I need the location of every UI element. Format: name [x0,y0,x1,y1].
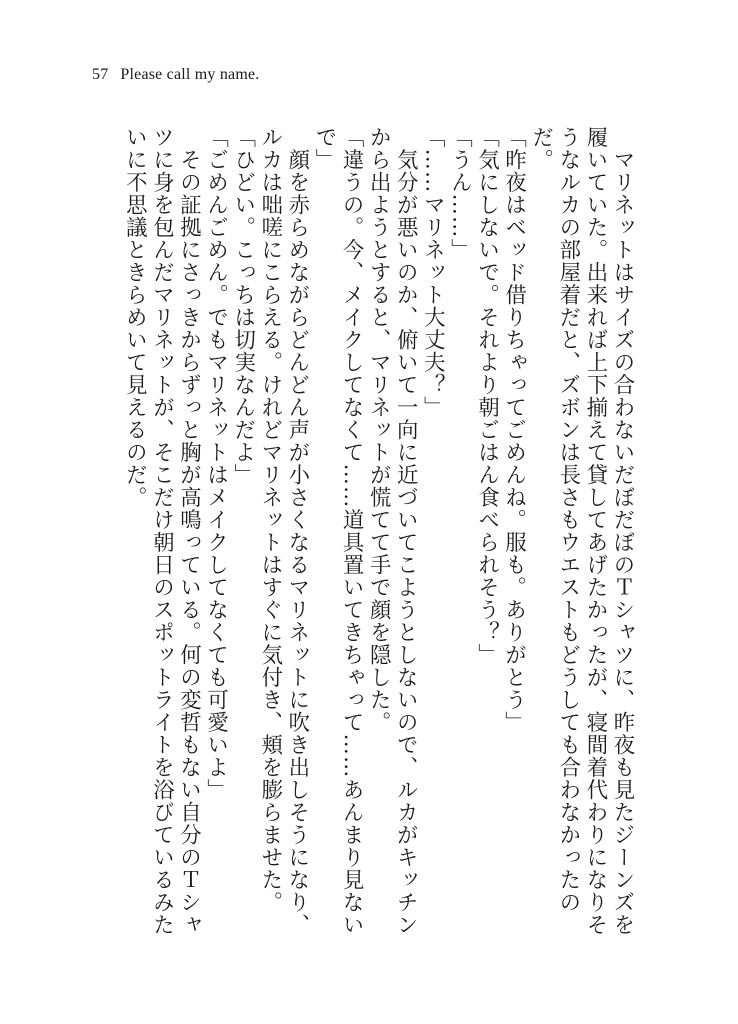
paragraph: 気分が悪いのか、俯いて一向に近づいてこようとしないので、ルカがキッチンから出ようとすると、マリネットが慌てて手で顔を隠した。 [366,126,419,936]
paragraph: 「……マリネット大丈夫？」 [420,126,446,419]
running-header [92,66,259,84]
paragraph: その証拠にさっきからずっと胸が高鳴っている。何の変哲もない自分のＴシャツに身を包んだマリネットが、そこだけ朝日のスポットライトを浴びているみたいに不思議ときらめいて見えるのだ。 [122,126,202,936]
paragraph: マリネットはサイズの合わないだぼだぼのＴシャツに、昨夜も見たジーンズを履いていた。出来れば上下揃えて貸してあげたかったが、寝間着代わりになりそうなルカの部屋着だと、ズボンは長さもウエストもどうしても合わなかったのだ。 [528,126,635,936]
page-number: 57 [92,66,109,83]
paragraph: 「うん……」 [447,126,473,261]
paragraph: 「気にしないで。それより朝ごはん食べられそう？」 [474,126,500,666]
paragraph: 「違うの。今、メイクしてなくて……道具置いてきちゃって……あんまり見ないで」 [311,126,365,936]
vertical-body-text [121,126,636,956]
paragraph: 顔を赤らめながらどんどん声が小さくなるマリネットに吹き出しそうになり、ルカは咄嗟にこらえる。けれどマリネットはすぐに気付き、頬を膨らませた。 [257,126,310,936]
paragraph: 「ごめんごめん。でもマリネットはメイクしてなくても可愛いよ」 [203,126,229,801]
book-title: Please call my name. [120,66,260,83]
paragraph: 「昨夜はベッド借りちゃってごめんね。服も。ありがとう」 [501,126,527,734]
paragraph: 「ひどい。こっちは切実なんだよ」 [230,126,256,486]
